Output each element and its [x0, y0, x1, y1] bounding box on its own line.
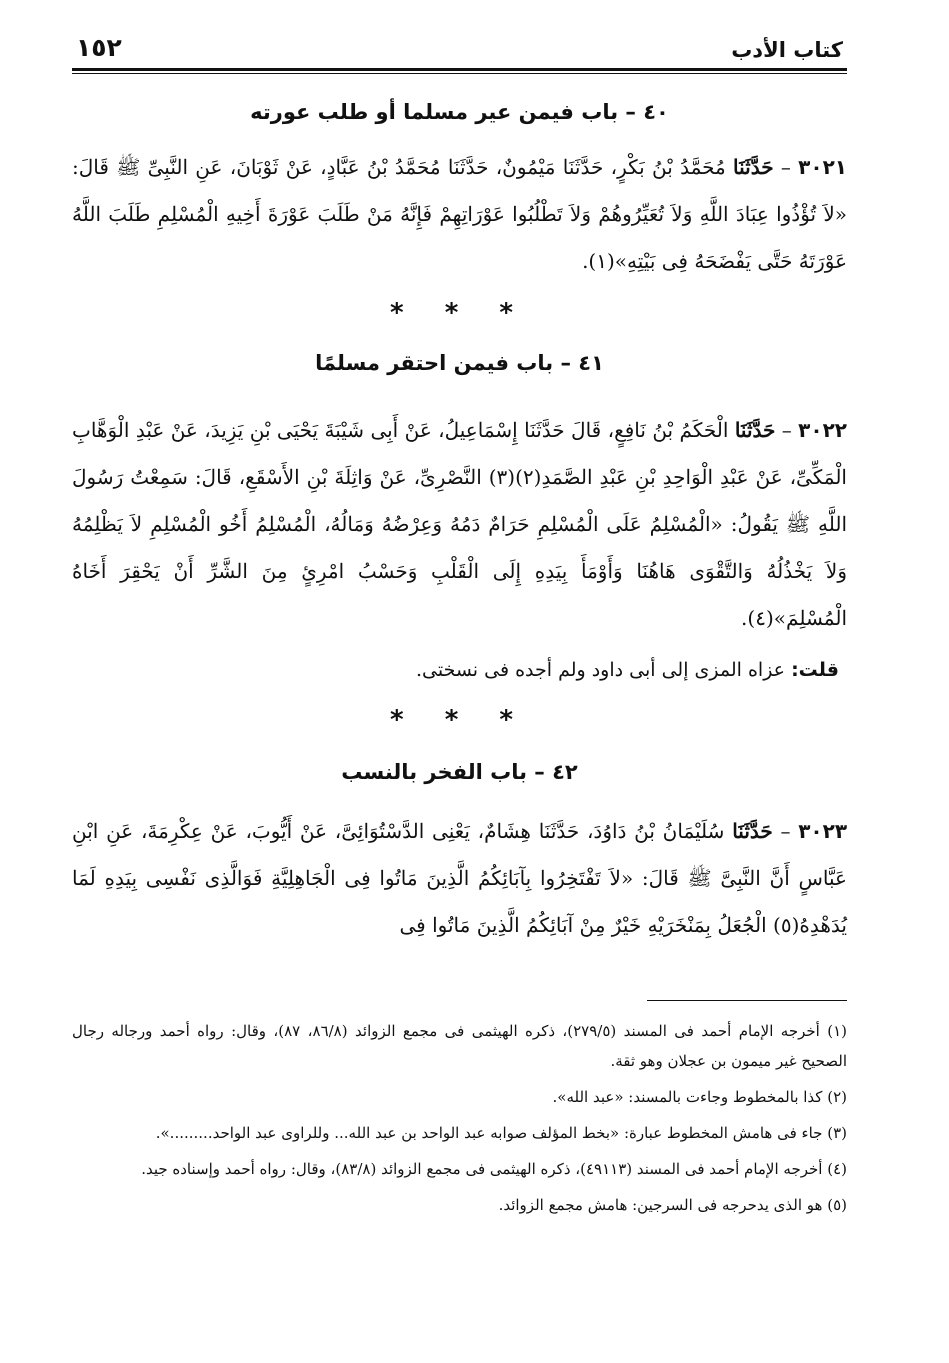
chapter-title-40: ٤٠ – باب فيمن عير مسلما أو طلب عورته — [250, 100, 669, 124]
hadith-number: ٣٠٢٢ — [798, 418, 847, 442]
hadith-text: سُلَيْمَانُ بْنُ دَاوُدَ، حَدَّثَنَا هِشَامٌ، يَعْنِى الدَّسْتُوَائِىَّ، عَنْ أَيُّوبَ، عَنْ عِكْرِمَةَ، عَنِ ابْنِ عَبَّاسٍ أَنَّ النَّبِىَّ ﷺ قَالَ: «لاَ تَفْتَخِرُوا بِآبَائِكُمُ الَّذِينَ مَاتُوا فِى الْجَاهِلِيَّةِ فَوَالَّذِى نَفْسِى بِيَدِهِ لَمَا يُدَهْدِهُ(٥) الْجُعَلُ بِمَنْخَرَيْهِ خَيْرٌ مِنْ آبَائِكُمُ الَّذِينَ مَاتُوا فِى — [72, 819, 847, 937]
book-page — [72, 26, 847, 949]
hadith-number: ٣٠٢١ — [798, 155, 847, 179]
chapter-title-42: ٤٢ – باب الفخر بالنسب — [341, 760, 578, 784]
section-separator: * * * — [390, 705, 529, 735]
page-number: ١٥٢ — [76, 33, 122, 62]
note-label: قلت: — [791, 659, 839, 681]
chapter-title-41: ٤١ – باب فيمن احتقر مسلمًا — [315, 351, 604, 375]
hadith-text: الْحَكَمُ بْنُ نَافِعٍ، قَالَ حَدَّثَنَا إِسْمَاعِيلُ، عَنْ أَبِى شَيْبَةَ يَحْيَى بْنِ يَزِيدَ، عَنْ عَبْدِ الْوَهَّابِ الْمَكِّىِّ، عَنْ عَبْدِ الْوَاحِدِ بْنِ عَبْدِ الصَّمَدِ(٢)(٣) النَّصْرِىِّ، عَنْ وَاثِلَةَ بْنِ الأَسْقَعِ، قَالَ: سَمِعْتُ رَسُولَ اللَّهِ ﷺ يَقُولُ: «الْمُسْلِمُ عَلَى الْمُسْلِمِ حَرَامٌ دَمُهُ وَعِرْضُهُ وَمَالُهُ، الْمُسْلِمُ أَخُو الْمُسْلِمِ لاَ يَظْلِمُهُ وَلاَ يَخْذُلُهُ وَالتَّقْوَى هَاهُنَا وَأَوْمَأَ بِيَدِهِ إِلَى الْقَلْبِ وَحَسْبُ امْرِئٍ مِنَ الشَّرِّ أَنْ يَحْقِرَ أَخَاهُ الْمُسْلِمَ»(٤). — [72, 418, 847, 630]
hadith-3021: ٣٠٢١ – حَدَّثَنَا مُحَمَّدُ بْنُ بَكْرٍ، حَدَّثَنَا مَيْمُونٌ، حَدَّثَنَا مُحَمَّدُ بْنُ عَبَّادٍ، عَنْ ثَوْبَانَ، عَنِ النَّبِىِّ ﷺ قَالَ: «لاَ تُؤْذُوا عِبَادَ اللَّهِ وَلاَ تُعَيِّرُوهُمْ وَلاَ تَطْلُبُوا عَوْرَاتِهِمْ فَإِنَّهُ مَنْ طَلَبَ عَوْرَةَ أَخِيهِ الْمُسْلِمِ طَلَبَ اللَّهُ عَوْرَتَهُ حَتَّى يَفْضَحَهُ فِى بَيْتِهِ»(١). — [72, 155, 847, 273]
footnote-2: (٢) كذا بالمخطوط وجاءت بالمسند: «عبد الله». — [552, 1088, 847, 1106]
header-rule-thin — [72, 73, 847, 74]
note-text: عزاه المزى إلى أبى داود ولم أجده فى نسختى. — [415, 659, 786, 681]
editor-note — [72, 650, 847, 690]
hadith-3022: ٣٠٢٢ – حَدَّثَنَا الْحَكَمُ بْنُ نَافِعٍ، قَالَ حَدَّثَنَا إِسْمَاعِيلُ، عَنْ أَبِى شَيْبَةَ يَحْيَى بْنِ يَزِيدَ، عَنْ عَبْدِ الْوَهَّابِ الْمَكِّىِّ، عَنْ عَبْدِ الْوَاحِدِ بْنِ عَبْدِ الصَّمَدِ(٢)(٣) النَّصْرِىِّ، عَنْ وَاثِلَةَ بْنِ الأَسْقَعِ، قَالَ: سَمِعْتُ رَسُولَ اللَّهِ ﷺ يَقُولُ: «الْمُسْلِمُ عَلَى الْمُسْلِمِ حَرَامٌ دَمُهُ وَعِرْضُهُ وَمَالُهُ، الْمُسْلِمُ أَخُو الْمُسْلِمِ لاَ يَظْلِمُهُ وَلاَ يَخْذُلُهُ وَالتَّقْوَى هَاهُنَا وَأَوْمَأَ بِيَدِهِ إِلَى الْقَلْبِ وَحَسْبُ امْرِئٍ مِنَ الشَّرِّ أَنْ يَحْقِرَ أَخَاهُ الْمُسْلِمَ»(٤). — [72, 418, 847, 630]
footnote-rule — [647, 1000, 847, 1001]
header-rule — [72, 68, 847, 71]
hadith-opener: حَدَّثَنَا — [732, 819, 773, 843]
footnote-1: (١) أخرجه الإمام أحمد فى المسند (٢٧٩/٥)، ذكره الهيثمى فى مجمع الزوائد (٨٦/٨، ٨٧)، وقال: رواه أحمد ورجاله رجال الصحيح غير ميمون بن عجلان وهو ثقة. — [72, 1022, 847, 1070]
hadith-opener: حَدَّثَنَا — [734, 418, 776, 442]
footnote-5: (٥) هو الذى يدحرجه فى السرجين: هامش مجمع الزوائد. — [498, 1196, 847, 1214]
hadith-opener: حَدَّثَنَا — [733, 155, 774, 179]
hadith-number: ٣٠٢٣ — [798, 819, 848, 843]
page-header — [72, 26, 847, 62]
footnote-4: (٤) أخرجه الإمام أحمد فى المسند (٤٩١١٣)، ذكره الهيثمى فى مجمع الزوائد (٨٣/٨)، وقال: رواه أحمد وإسناده جيد. — [141, 1160, 847, 1178]
hadith-text: مُحَمَّدُ بْنُ بَكْرٍ، حَدَّثَنَا مَيْمُونٌ، حَدَّثَنَا مُحَمَّدُ بْنُ عَبَّادٍ، عَنْ ثَوْبَانَ، عَنِ النَّبِىِّ ﷺ قَالَ: «لاَ تُؤْذُوا عِبَادَ اللَّهِ وَلاَ تُعَيِّرُوهُمْ وَلاَ تَطْلُبُوا عَوْرَاتِهِمْ فَإِنَّهُ مَنْ طَلَبَ عَوْرَةَ أَخِيهِ الْمُسْلِمِ طَلَبَ اللَّهُ عَوْرَتَهُ حَتَّى يَفْضَحَهُ فِى بَيْتِهِ»(١). — [72, 155, 847, 273]
section-separator: * * * — [390, 298, 529, 328]
hadith-3023: ٣٠٢٣ – حَدَّثَنَا سُلَيْمَانُ بْنُ دَاوُدَ، حَدَّثَنَا هِشَامٌ، يَعْنِى الدَّسْتُوَائِىَّ، عَنْ أَيُّوبَ، عَنْ عِكْرِمَةَ، عَنِ ابْنِ عَبَّاسٍ أَنَّ النَّبِىَّ ﷺ قَالَ: «لاَ تَفْتَخِرُوا بِآبَائِكُمُ الَّذِينَ مَاتُوا فِى الْجَاهِلِيَّةِ فَوَالَّذِى نَفْسِى بِيَدِهِ لَمَا يُدَهْدِهُ(٥) الْجُعَلُ بِمَنْخَرَيْهِ خَيْرٌ مِنْ آبَائِكُمُ الَّذِينَ مَاتُوا فِى — [72, 819, 848, 937]
footnotes — [72, 1016, 847, 1226]
book-title: كتاب الأدب — [731, 38, 843, 62]
footnote-3: (٣) جاء فى هامش المخطوط عبارة: «بخط المؤلف صوابه عبد الواحد بن عبد الله... وللراوى عبد الواحد.........». — [155, 1124, 847, 1142]
